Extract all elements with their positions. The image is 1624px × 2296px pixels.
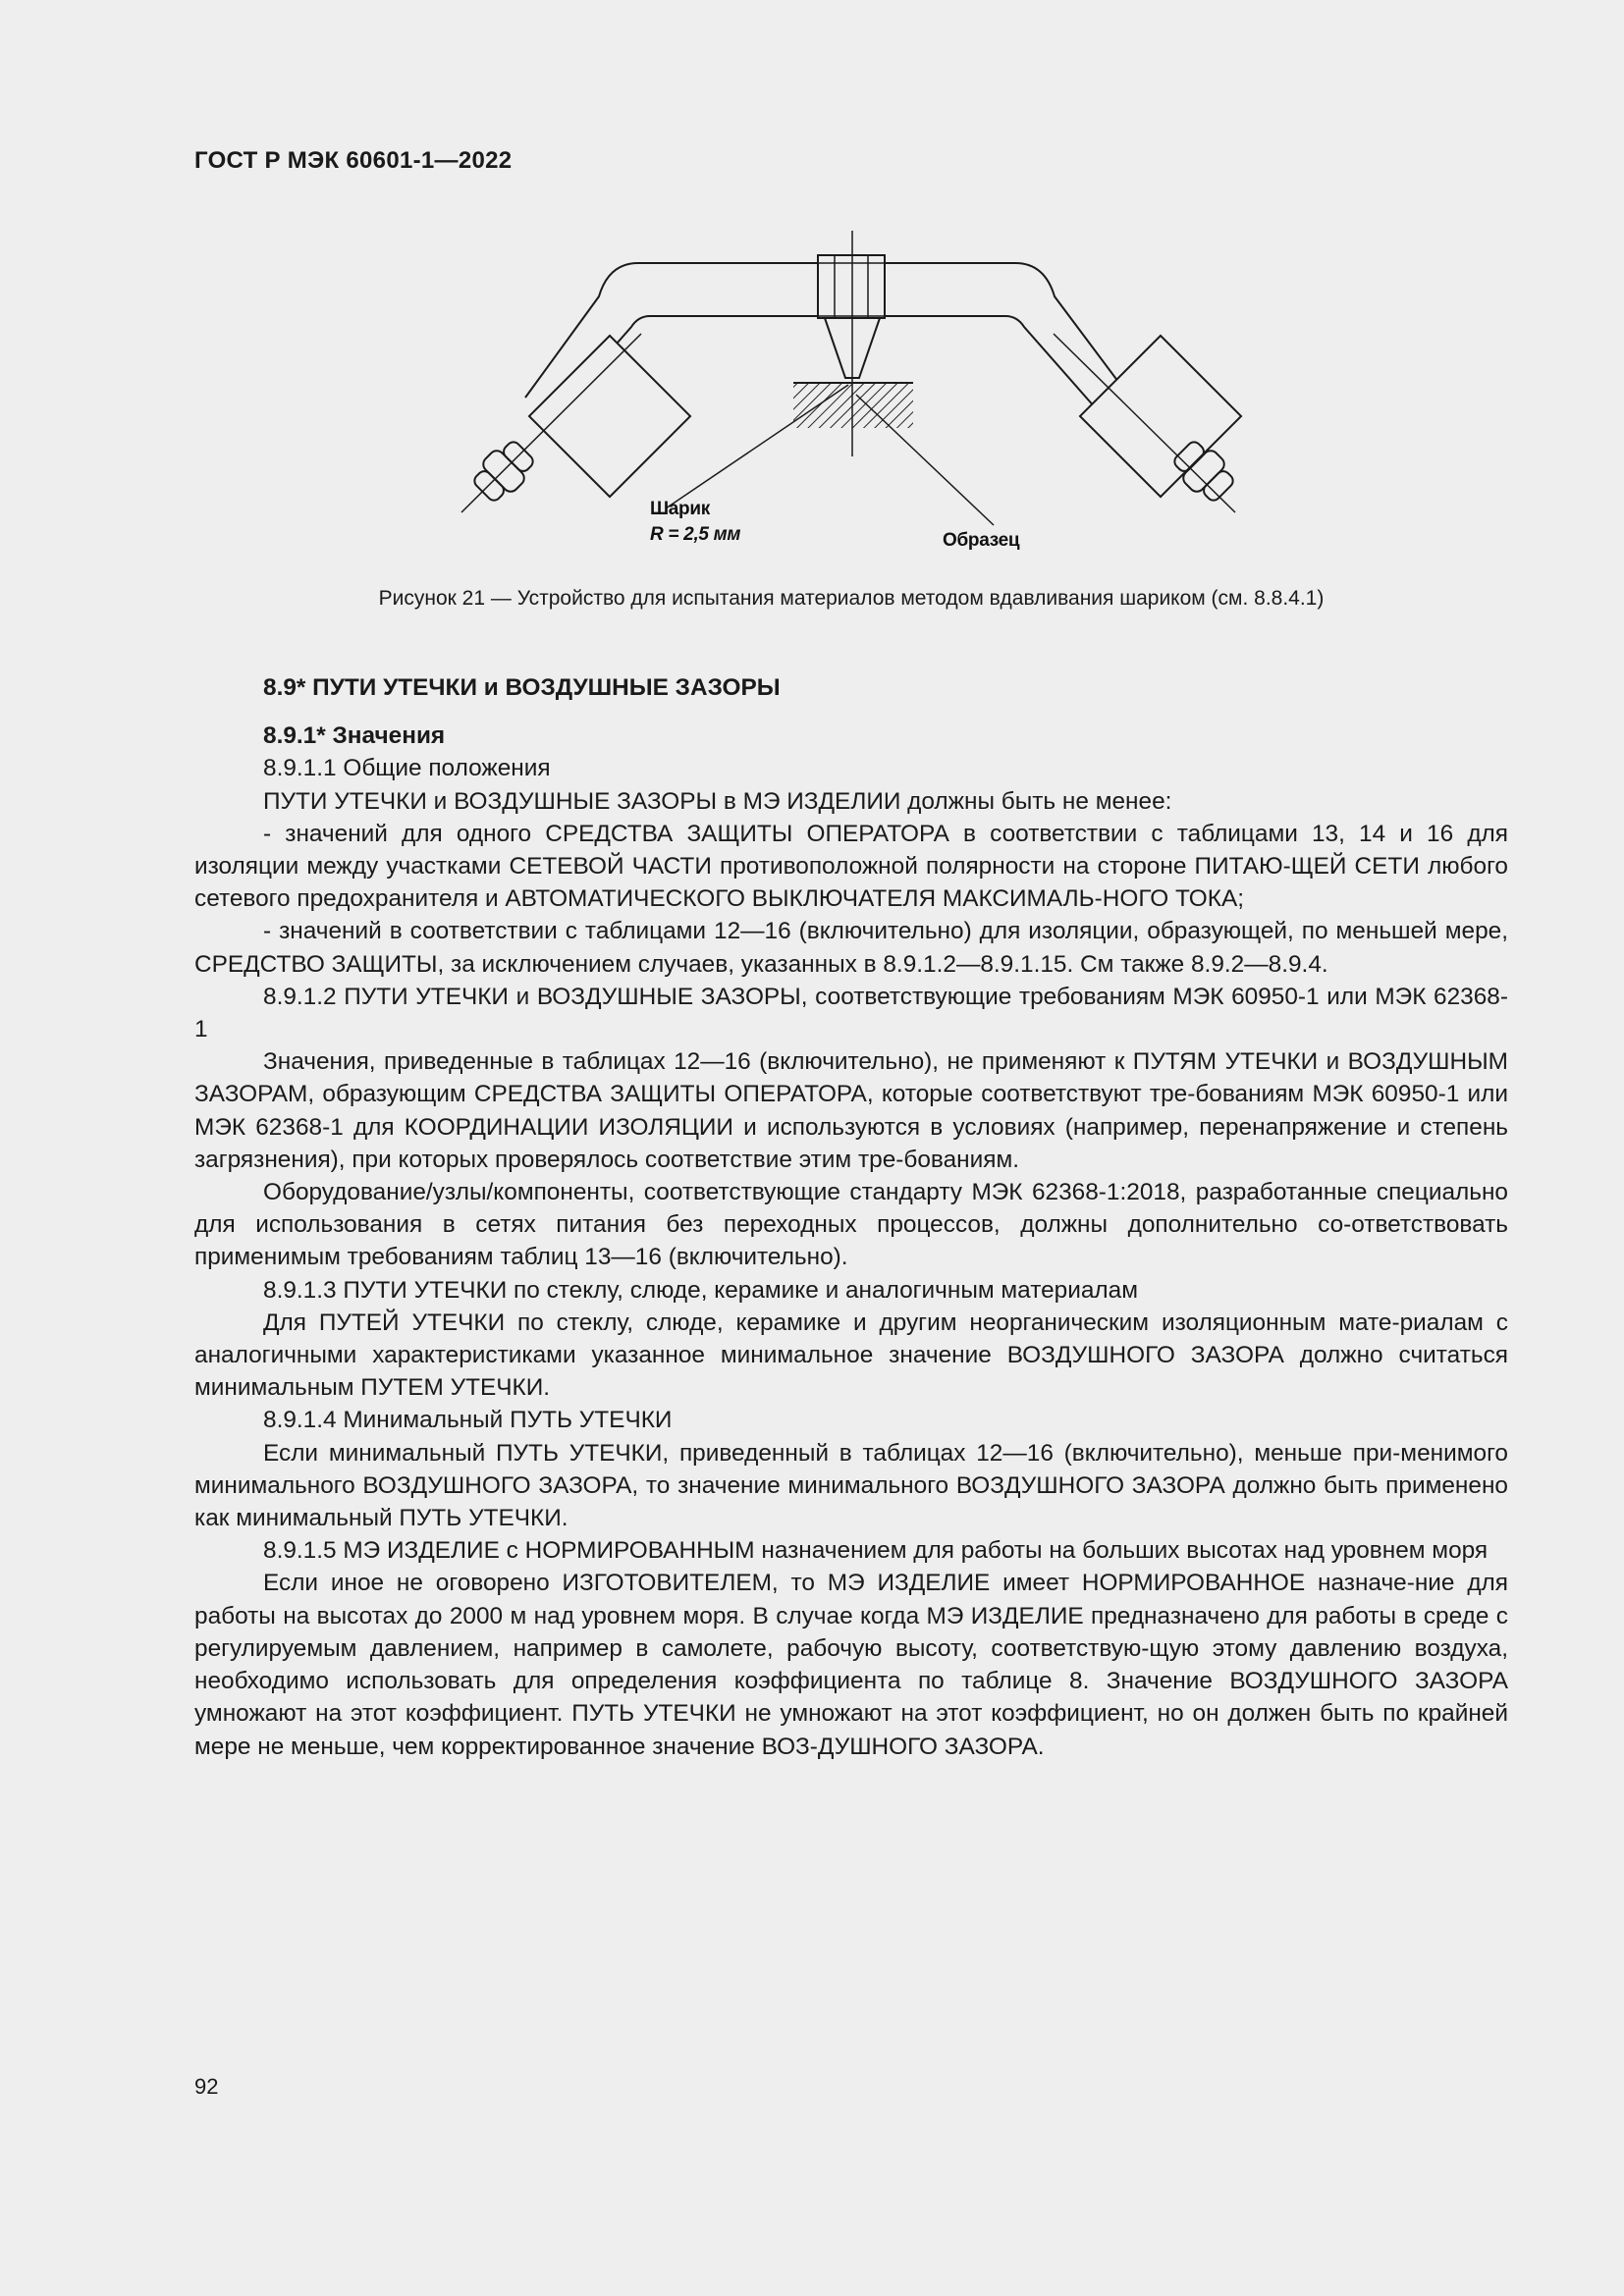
sample-hatched: [793, 383, 913, 428]
clause-title: 8.9.1.4 Минимальный ПУТЬ УТЕЧКИ: [263, 1407, 673, 1434]
ball-label-name: Шарик: [650, 499, 710, 519]
ball-holder: [818, 255, 885, 318]
document-body: [194, 671, 1508, 1763]
subsection-title: 8.9.1* Значения: [263, 722, 446, 750]
clause-title: 8.9.1.2 ПУТИ УТЕЧКИ и ВОЗДУШНЫЕ ЗАЗОРЫ, соответствующие требованиям МЭК 60950-1 или МЭК 62368-1: [194, 983, 1508, 1043]
sample-label: Образец: [943, 530, 1020, 551]
document-header: ГОСТ Р МЭК 60601-1—2022: [194, 147, 513, 174]
paragraph: Если иное не оговорено ИЗГОТОВИТЕЛЕМ, то МЭ ИЗДЕЛИЕ имеет НОРМИРОВАННОЕ назначе-ние для работы на высотах до 2000 м над уровнем моря. В случае когда МЭ ИЗДЕЛИЕ предназначено для работы в среде с регулируемым давлением, например в самолете, рабочую высоту, соответствую-щую этому давлению воздуха, необходимо использовать для определения коэффициента по таблице 8. Значение ВОЗДУШНОГО ЗАЗОРА умножают на этот коэффициент. ПУТЬ УТЕЧКИ не умножают на этот коэффициент, но он должен быть по крайней мере не меньше, чем корректированное значение ВОЗ-ДУШНОГО ЗАЗОРА.: [194, 1570, 1508, 1760]
clause-title: 8.9.1.3 ПУТИ УТЕЧКИ по стеклу, слюде, керамике и аналогичным материалам: [263, 1276, 1138, 1304]
paragraph: Для ПУТЕЙ УТЕЧКИ по стеклу, слюде, керамике и другим неорганическим изоляционным мате-риалам с аналогичными характеристиками указанное минимальное значение ВОЗДУШНОГО ЗАЗОРА должно считаться минимальным ПУТЕМ УТЕЧКИ.: [194, 1308, 1508, 1402]
paragraph: ПУТИ УТЕЧКИ и ВОЗДУШНЫЕ ЗАЗОРЫ в МЭ ИЗДЕЛИИ должны быть не менее:: [263, 787, 1172, 815]
apparatus-drawing: [432, 226, 1276, 560]
page-number: 92: [194, 2074, 219, 2099]
ball-label-radius: R = 2,5 мм: [650, 524, 741, 545]
clause-title: 8.9.1.5 МЭ ИЗДЕЛИЕ с НОРМИРОВАННЫМ назначением для работы на больших высотах над уровнем моря: [263, 1537, 1489, 1565]
section-title: 8.9* ПУТИ УТЕЧКИ и ВОЗДУШНЫЕ ЗАЗОРЫ: [263, 674, 781, 701]
paragraph: Если минимальный ПУТЬ УТЕЧКИ, приведенный в таблицах 12—16 (включительно), меньше при-менимого минимального ВОЗДУШНОГО ЗАЗОРА, то значение минимального ВОЗДУШНОГО ЗАЗОРА должно быть применено как минимальный ПУТЬ УТЕЧКИ.: [194, 1439, 1508, 1532]
ball-pressure-apparatus-figure: [432, 226, 1276, 560]
paragraph: Значения, приведенные в таблицах 12—16 (включительно), не применяют к ПУТЯМ УТЕЧКИ и ВОЗДУШНЫМ ЗАЗОРАМ, образующим СРЕДСТВА ЗАЩИТЫ ОПЕРАТОРА, которые соответствуют тре-бованиям МЭК 60950-1 или МЭК 62368-1 для КООРДИНАЦИИ ИЗОЛЯЦИИ и используются в условиях (например, перенапряжение и степень загрязнения), при которых проверялось соответствие этим тре-бованиям.: [194, 1048, 1508, 1173]
ball-label: [650, 497, 740, 548]
figure-caption: Рисунок 21 — Устройство для испытания материалов методом вдавливания шариком (см. 8.8.4.1): [378, 587, 1325, 610]
ball-leader-line: [666, 385, 848, 508]
sample-leader-line: [856, 395, 994, 525]
paragraph: - значений для одного СРЕДСТВА ЗАЩИТЫ ОПЕРАТОРА в соответствии с таблицами 13, 14 и 16 для изоляции между участками СЕТЕВОЙ ЧАСТИ противоположной полярности на стороне ПИТАЮ-ЩЕЙ СЕТИ любого сетевого предохранителя и АВТОМАТИЧЕСКОГО ВЫКЛЮЧАТЕЛЯ МАКСИМАЛЬ-НОГО ТОКА;: [194, 820, 1508, 913]
clause-title: 8.9.1.1 Общие положения: [263, 755, 551, 782]
paragraph: - значений в соответствии с таблицами 12—16 (включительно) для изоляции, образующей, по меньшей мере, СРЕДСТВО ЗАЩИТЫ, за исключением случаев, указанных в 8.9.1.2—8.9.1.15. См также 8.9.2—8.9.4.: [194, 918, 1508, 978]
paragraph: Оборудование/узлы/компоненты, соответствующие стандарту МЭК 62368-1:2018, разработанные специально для использования в сетях питания без переходных процессов, должны дополнительно со-ответствовать применимым требованиям таблиц 13—16 (включительно).: [194, 1179, 1508, 1271]
right-weight-block: [1080, 336, 1241, 497]
